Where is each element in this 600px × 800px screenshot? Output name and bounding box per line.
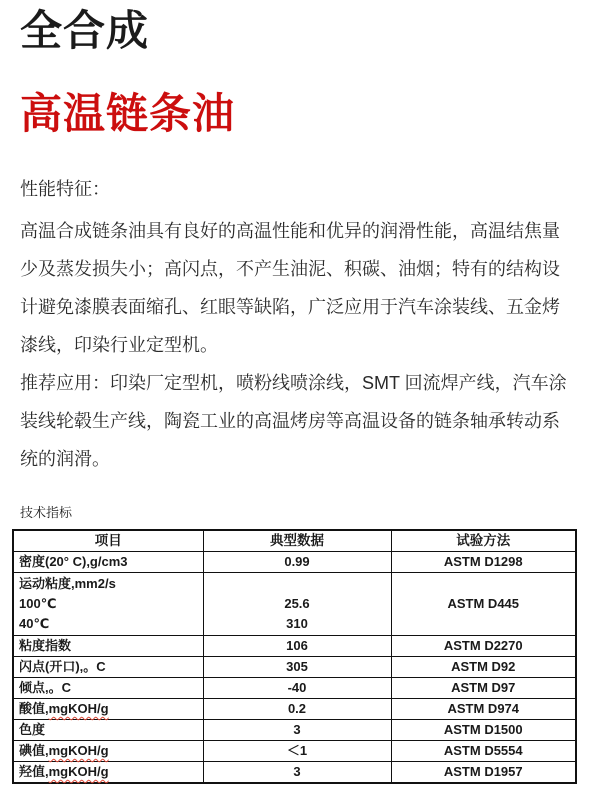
- paragraph-line: 高温合成链条油具有良好的高温性能和优异的润滑性能，高温结焦量: [20, 221, 560, 241]
- paragraph-line: 统的润滑。: [20, 449, 110, 469]
- table-header-row: [13, 530, 576, 552]
- specs-table: [12, 529, 577, 784]
- spec-item-label: 羟值,: [19, 764, 49, 779]
- table-row: [13, 720, 576, 741]
- spec-item-unit: mgKOH/g: [48, 701, 109, 716]
- spec-value: 3: [203, 720, 391, 741]
- spec-method: ASTM D974: [391, 699, 576, 720]
- table-row: [13, 657, 576, 678]
- viscosity-label: 运动粘度,mm2/s: [19, 576, 116, 591]
- spec-value: 106: [203, 636, 391, 657]
- spec-method: ASTM D445: [391, 573, 576, 636]
- spec-item-hydroxyl-value: [13, 762, 203, 784]
- spec-item-viscosity-index: 粘度指数: [13, 636, 203, 657]
- column-header-item: 项目: [13, 530, 203, 552]
- paragraph-line: 漆线，印染行业定型机。: [20, 335, 218, 355]
- spec-item-flash-point: 闪点(开口),。C: [13, 657, 203, 678]
- spec-item-kinematic-viscosity: [13, 573, 203, 636]
- product-title-line2: 高温链条油: [20, 90, 236, 137]
- spec-method: ASTM D5554: [391, 741, 576, 762]
- spec-item-label: 碘值,: [19, 743, 49, 758]
- spec-method: ASTM D92: [391, 657, 576, 678]
- viscosity-temp-100: 100℃: [19, 596, 57, 611]
- paragraph-line: 推荐应用：印染厂定型机，喷粉线喷涂线，SMT 回流焊产线，汽车涂: [20, 373, 567, 393]
- spec-method: ASTM D1298: [391, 552, 576, 573]
- paragraph-line: 计避免漆膜表面缩孔、红眼等缺陷，广泛应用于汽车涂装线、五金烤: [20, 297, 560, 317]
- product-title-line1: 全合成: [20, 7, 150, 54]
- spec-value: 305: [203, 657, 391, 678]
- spec-item-density: 密度(20° C),g/cm3: [13, 552, 203, 573]
- spec-item-unit: mgKOH/g: [48, 764, 109, 779]
- spec-item-unit: mgKOH/g: [48, 743, 109, 758]
- spec-value: 0.99: [203, 552, 391, 573]
- spec-value: ＜1: [203, 741, 391, 762]
- table-row: [13, 699, 576, 720]
- viscosity-value-40: 310: [286, 616, 308, 631]
- specs-heading: 技术指标: [20, 505, 73, 520]
- spec-method: ASTM D2270: [391, 636, 576, 657]
- spec-item-label: 酸值,: [19, 701, 49, 716]
- paragraph-line: 少及蒸发损失小；高闪点，不产生油泥、积碳、油烟；特有的结构设: [20, 259, 560, 279]
- spec-item-color: 色度: [13, 720, 203, 741]
- spec-item-iodine-value: [13, 741, 203, 762]
- table-row: [13, 741, 576, 762]
- table-row: [13, 552, 576, 573]
- column-header-test-method: 试验方法: [391, 530, 576, 552]
- spec-method: ASTM D97: [391, 678, 576, 699]
- table-row: [13, 636, 576, 657]
- viscosity-value-spacer: [209, 574, 386, 594]
- features-heading: 性能特征：: [20, 179, 110, 199]
- applications-paragraph: [20, 364, 584, 478]
- spec-method: ASTM D1500: [391, 720, 576, 741]
- spec-method: ASTM D1957: [391, 762, 576, 784]
- table-row: [13, 573, 576, 636]
- spec-value: 3: [203, 762, 391, 784]
- paragraph-line: 装线轮毂生产线，陶瓷工业的高温烤房等高温设备的链条轴承转动系: [20, 411, 560, 431]
- table-row: [13, 762, 576, 784]
- spec-item-acid-value: [13, 699, 203, 720]
- spec-value: -40: [203, 678, 391, 699]
- spec-value: [203, 573, 391, 636]
- viscosity-value-100: 25.6: [284, 596, 310, 611]
- features-paragraph: [20, 212, 584, 364]
- spec-value: 0.2: [203, 699, 391, 720]
- table-row: [13, 678, 576, 699]
- spec-item-pour-point: 倾点,。C: [13, 678, 203, 699]
- viscosity-temp-40: 40℃: [19, 616, 50, 631]
- column-header-typical-data: 典型数据: [203, 530, 391, 552]
